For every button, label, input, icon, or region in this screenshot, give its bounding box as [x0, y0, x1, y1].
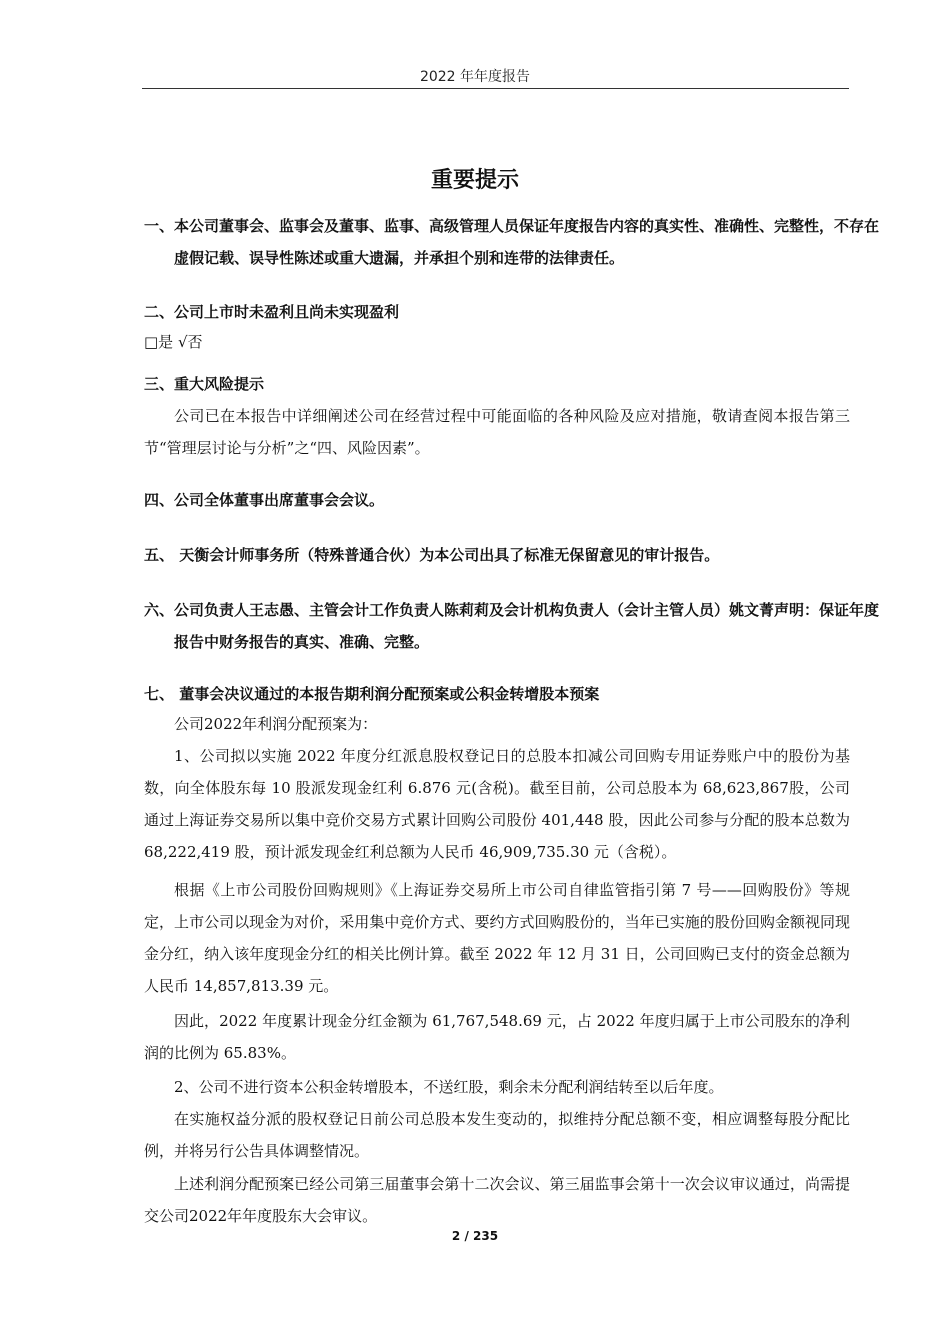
- section-7-para-1: 公司2022年利润分配预案为：: [174, 715, 378, 733]
- section-7-heading: 七、 董事会决议通过的本报告期利润分配预案或公积金转增股本预案: [144, 685, 600, 703]
- running-header: 2022 年年度报告: [419, 69, 531, 85]
- section-7-para-2: 1、公司拟以实施 2022 年度分红派息股权登记日的总股本扣减公司回购专用证券账户中的股份为基数，向全体股东每 10 股派发现金红利 6.876 元(含税)。截至目前，公司总股本为 68,623,867股，公司通过上海证券交易所以集中竞价交易方式累计回购公司股份 401,448 股，因此公司参与分配的股本总数为 68,222,419 股，预计派发现金红利总额为人民币 46,909,735.30 元（含税）。: [144, 747, 850, 861]
- section-4: 四、公司全体董事出席董事会会议。: [144, 491, 385, 509]
- page-title: 重要提示: [430, 168, 519, 193]
- section-7-para-3: 根据《上市公司股份回购规则》《上海证券交易所上市公司自律监管指引第 7 号——回购股份》等规定，上市公司以现金为对价，采用集中竞价方式、要约方式回购股份的，当年已实施的股份回购金额视同现金分红，纳入该年度现金分红的相关比例计算。截至 2022 年 12 月 31 日，公司回购已支付的资金总额为人民币 14,857,813.39 元。: [144, 881, 850, 995]
- section-2-options: □是 √否: [144, 333, 203, 351]
- section-7-para-4: 因此，2022 年度累计现金分红金额为 61,767,548.69 元，占 2022 年度归属于上市公司股东的净利润的比例为 65.83%。: [144, 1012, 850, 1062]
- section-5: 五、 天衡会计师事务所（特殊普通合伙）为本公司出具了标准无保留意见的审计报告。: [144, 546, 720, 564]
- section-7-para-7: 上述利润分配预案已经公司第三届董事会第十二次会议、第三届监事会第十一次会议审议通过，尚需提交公司2022年年度股东大会审议。: [144, 1175, 850, 1225]
- section-1: 一、本公司董事会、监事会及董事、监事、高级管理人员保证年度报告内容的真实性、准确性、完整性，不存在虚假记载、误导性陈述或重大遗漏，并承担个别和连带的法律责任。: [144, 217, 880, 267]
- section-3-heading: 三、重大风险提示: [144, 375, 265, 393]
- section-2-heading: 二、公司上市时未盈利且尚未实现盈利: [144, 303, 400, 321]
- section-7-para-5: 2、公司不进行资本公积金转增股本，不送红股，剩余未分配利润结转至以后年度。: [174, 1078, 724, 1096]
- section-7-para-6: 在实施权益分派的股权登记日前公司总股本发生变动的，拟维持分配总额不变，相应调整每股分配比例，并将另行公告具体调整情况。: [144, 1110, 850, 1160]
- header-rule: [142, 88, 849, 89]
- section-6: 六、公司负责人王志愚、主管会计工作负责人陈莉莉及会计机构负责人（会计主管人员）姚文菁声明：保证年度报告中财务报告的真实、准确、完整。: [144, 601, 880, 651]
- page-number: 2 / 235: [451, 1229, 499, 1243]
- section-3-text: 公司已在本报告中详细阐述公司在经营过程中可能面临的各种风险及应对措施，敬请查阅本报告第三节“管理层讨论与分析”之“四、风险因素”。: [144, 407, 850, 457]
